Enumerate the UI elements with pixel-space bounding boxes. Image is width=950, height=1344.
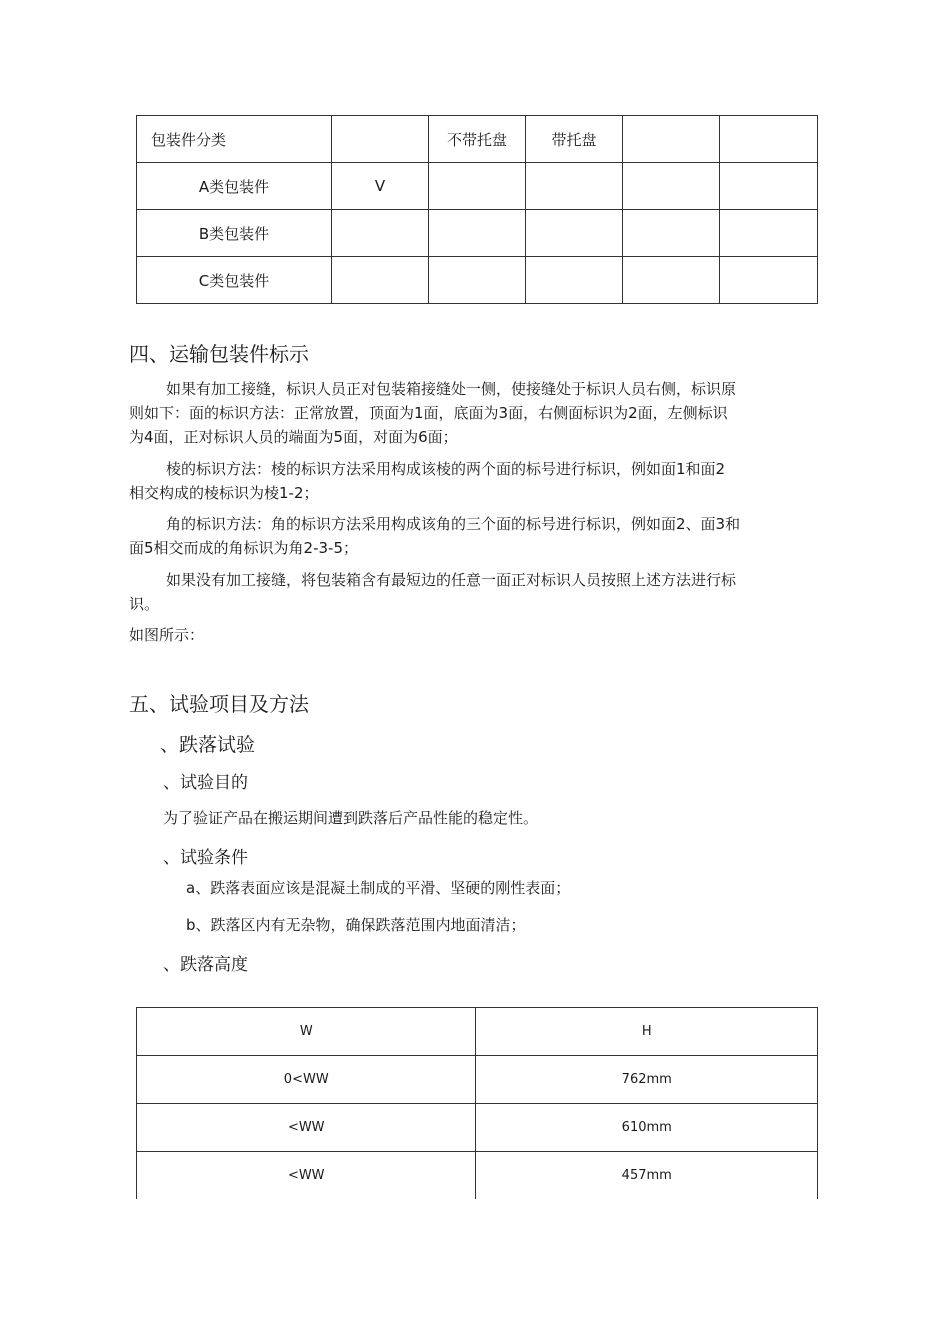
purpose-text: 为了验证产品在搬运期间遭到跌落后产品性能的稳定性。	[163, 809, 539, 827]
package-classification-table	[136, 115, 818, 304]
table-cell: <WW	[137, 1152, 476, 1200]
table-header-cell	[623, 116, 720, 163]
paragraph-line: 如果没有加工接缝，将包装箱含有最短边的任意一面正对标识人员按照上述方法进行标	[166, 571, 737, 589]
table-header-cell: 不带托盘	[429, 116, 526, 163]
paragraph-line: 为4面，正对标识人员的端面为5面，对面为6面；	[129, 428, 458, 446]
paragraph-line: 角的标识方法：角的标识方法采用构成该角的三个面的标号进行标识，例如面2、面3和	[166, 515, 741, 533]
table-cell: 610mm	[476, 1104, 818, 1152]
table-cell	[332, 257, 429, 304]
table-cell: <WW	[137, 1104, 476, 1152]
paragraph-line: 如果有加工接缝，标识人员正对包装箱接缝处一侧，使接缝处于标识人员右侧，标识原	[166, 380, 737, 398]
table-row	[137, 257, 818, 304]
table-header-cell: 带托盘	[526, 116, 623, 163]
table-cell	[526, 210, 623, 257]
table-cell	[332, 210, 429, 257]
table-cell	[623, 210, 720, 257]
condition-item: a、跌落表面应该是混凝土制成的平滑、坚硬的刚性表面；	[186, 879, 571, 897]
table-row	[137, 1056, 818, 1104]
table-cell: 457mm	[476, 1152, 818, 1200]
subsection-heading: 、试验条件	[163, 848, 248, 868]
table-cell: C类包装件	[137, 257, 332, 304]
table-row	[137, 210, 818, 257]
table-cell: B类包装件	[137, 210, 332, 257]
table-cell	[623, 163, 720, 210]
table-cell	[720, 210, 818, 257]
table-cell	[526, 257, 623, 304]
table-cell	[623, 257, 720, 304]
table-cell	[720, 163, 818, 210]
paragraph-line: 则如下：面的标识方法：正常放置，顶面为1面，底面为3面，右侧面标识为2面，左侧标识	[129, 404, 728, 422]
subsection-heading: 、跌落试验	[160, 734, 256, 756]
condition-item: b、跌落区内有无杂物，确保跌落范围内地面清洁；	[186, 916, 526, 934]
paragraph-line: 相交构成的棱标识为棱1-2；	[129, 484, 319, 502]
table-row	[137, 1104, 818, 1152]
table-header-cell	[332, 116, 429, 163]
table-row	[137, 1152, 818, 1200]
paragraph-line: 面5相交而成的角标识为角2-3-5；	[129, 539, 359, 557]
table-cell	[526, 163, 623, 210]
table-cell: 762mm	[476, 1056, 818, 1104]
table-cell	[720, 257, 818, 304]
table-header-row	[137, 1008, 818, 1056]
table-cell	[429, 163, 526, 210]
table-header-cell: H	[476, 1008, 818, 1056]
table-cell: V	[332, 163, 429, 210]
figure-note: 如图所示：	[129, 626, 205, 644]
section-4-heading: 四、运输包装件标示	[129, 342, 309, 366]
table-cell: A类包装件	[137, 163, 332, 210]
drop-height-table	[136, 1007, 818, 1199]
table-row	[137, 163, 818, 210]
subsection-heading: 、试验目的	[163, 773, 248, 793]
table-cell: 0<WW	[137, 1056, 476, 1104]
paragraph-line: 棱的标识方法：棱的标识方法采用构成该棱的两个面的标号进行标识，例如面1和面2	[166, 460, 726, 478]
table-cell	[429, 210, 526, 257]
table-cell	[429, 257, 526, 304]
subsection-heading: 、跌落高度	[163, 955, 248, 975]
table-header-cell: 包装件分类	[137, 116, 332, 163]
table-header-cell	[720, 116, 818, 163]
table-header-cell: W	[137, 1008, 476, 1056]
paragraph-line: 识。	[129, 595, 160, 613]
section-5-heading: 五、试验项目及方法	[129, 692, 309, 716]
table-header-row	[137, 116, 818, 163]
